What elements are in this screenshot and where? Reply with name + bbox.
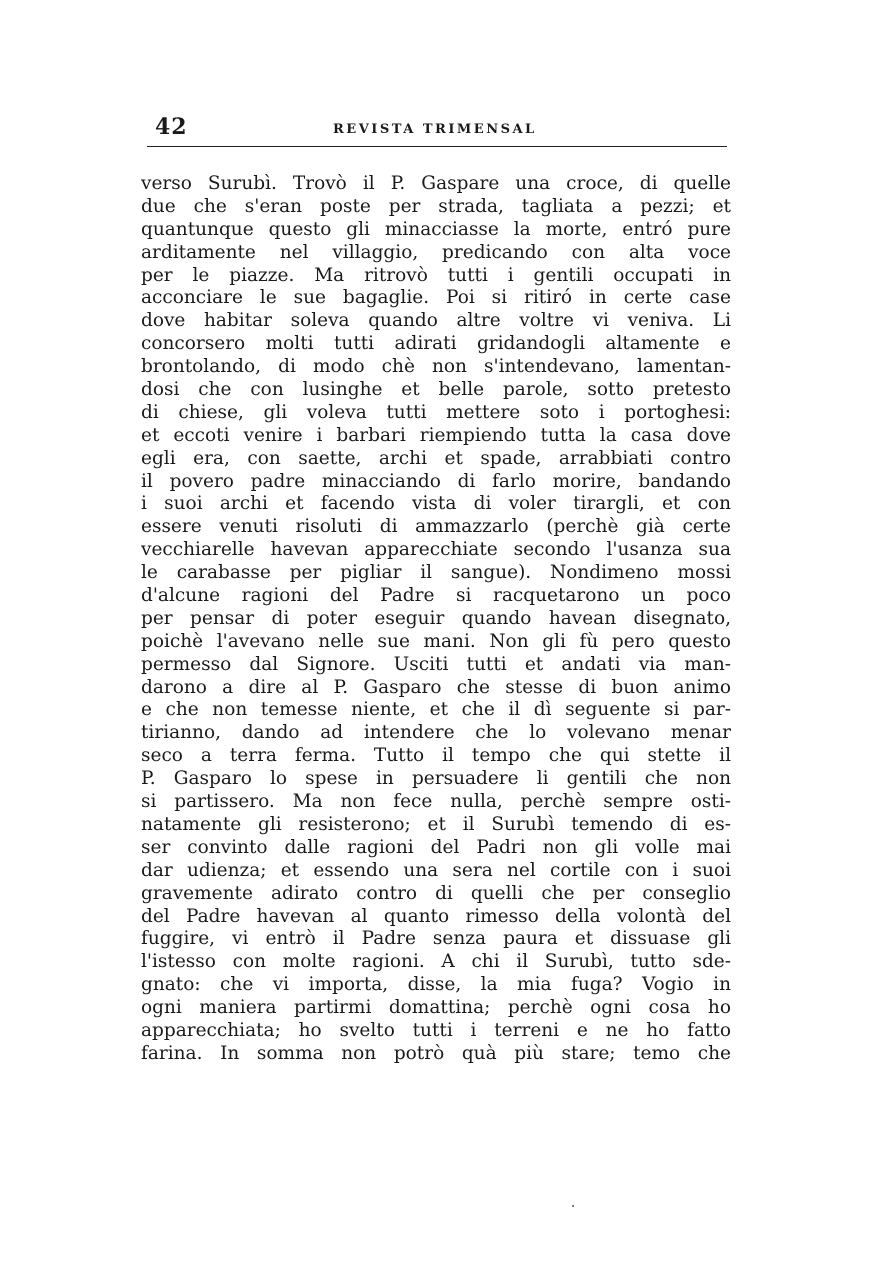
text-line: l'istesso con molte ragioni. A chi il Surubì, tutto sde- — [141, 951, 731, 973]
text-line: gravemente adirato contro di quelli che per conseglio — [141, 882, 731, 904]
text-line: per pensar di poter eseguir quando havean disegnato, — [141, 607, 731, 629]
body-text — [141, 173, 731, 1066]
text-line: di chiese, gli voleva tutti mettere soto i portoghesi: — [141, 401, 731, 423]
text-line: d'alcune ragioni del Padre si racquetarono un poco — [141, 585, 731, 607]
text-line: dove habitar soleva quando altre voltre vi veniva. Li — [141, 310, 731, 332]
text-line: i suoi archi et facendo vista di voler tirargli, et con — [141, 493, 731, 515]
text-line: le carabasse per pigliar il sangue). Nondimeno mossi — [141, 562, 731, 584]
text-line: natamente gli resisterono; et il Surubì temendo di es- — [141, 813, 731, 835]
text-line: acconciare le sue bagaglie. Poi si ritiró in certe case — [141, 287, 731, 309]
page-header — [147, 112, 727, 148]
text-line: tirianno, dando ad intendere che lo volevano menar — [141, 722, 731, 744]
text-line: due che s'eran poste per strada, tagliata a pezzi; et — [141, 195, 731, 217]
text-line: il povero padre minacciando di farlo morire, bandando — [141, 470, 731, 492]
text-line: concorsero molti tutti adirati gridandogli altamente e — [141, 333, 731, 355]
text-line: fuggire, vi entrò il Padre senza paura et dissuase gli — [141, 928, 731, 950]
text-line: farina. In somma non potrò quà più stare; temo che — [141, 1042, 731, 1064]
text-line: verso Surubì. Trovò il P. Gaspare una croce, di quelle — [141, 173, 731, 194]
print-speck — [572, 1205, 574, 1207]
text-line: gnato: che vi importa, disse, la mia fuga? Vogio in — [141, 974, 731, 996]
text-line: dar udienza; et essendo una sera nel cortile con i suoi — [141, 859, 731, 881]
text-line: dosi che con lusinghe et belle parole, sotto pretesto — [141, 379, 731, 401]
text-line: permesso dal Signore. Usciti tutti et andati via man- — [141, 653, 731, 675]
text-line: P. Gasparo lo spese in persuadere li gentili che non — [141, 768, 731, 790]
text-line: del Padre havevan al quanto rimesso della volontà del — [141, 905, 731, 927]
text-line: e che non temesse niente, et che il dì seguente si par- — [141, 699, 731, 721]
header-rule — [147, 146, 727, 147]
text-line: vecchiarelle havevan apparecchiate secondo l'usanza sua — [141, 539, 731, 561]
text-line: et eccoti venire i barbari riempiendo tutta la casa dove — [141, 424, 731, 446]
text-line: per le piazze. Ma ritrovò tutti i gentili occupati in — [141, 264, 731, 286]
page-number: 42 — [155, 114, 188, 140]
text-line: quantunque questo gli minacciasse la morte, entró pure — [141, 218, 731, 240]
text-line: seco a terra ferma. Tutto il tempo che qui stette il — [141, 745, 731, 767]
text-line: apparecchiata; ho svelto tutti i terreni e ne ho fatto — [141, 1019, 731, 1041]
text-line: ogni maniera partirmi domattina; perchè ogni cosa ho — [141, 997, 731, 1019]
running-title: REVISTA TRIMENSAL — [333, 122, 537, 137]
text-line: poichè l'avevano nelle sue mani. Non gli fù pero questo — [141, 630, 731, 652]
text-line: ser convinto dalle ragioni del Padri non gli volle mai — [141, 836, 731, 858]
text-line: arditamente nel villaggio, predicando con alta voce — [141, 241, 731, 263]
text-line: darono a dire al P. Gasparo che stesse di buon animo — [141, 676, 731, 698]
text-line: egli era, con saette, archi et spade, arrabbiati contro — [141, 447, 731, 469]
text-line: brontolando, di modo chè non s'intendevano, lamentan- — [141, 356, 731, 378]
text-line: essere venuti risoluti di ammazzarlo (perchè già certe — [141, 516, 731, 538]
text-line: si partissero. Ma non fece nulla, perchè sempre osti- — [141, 791, 731, 813]
